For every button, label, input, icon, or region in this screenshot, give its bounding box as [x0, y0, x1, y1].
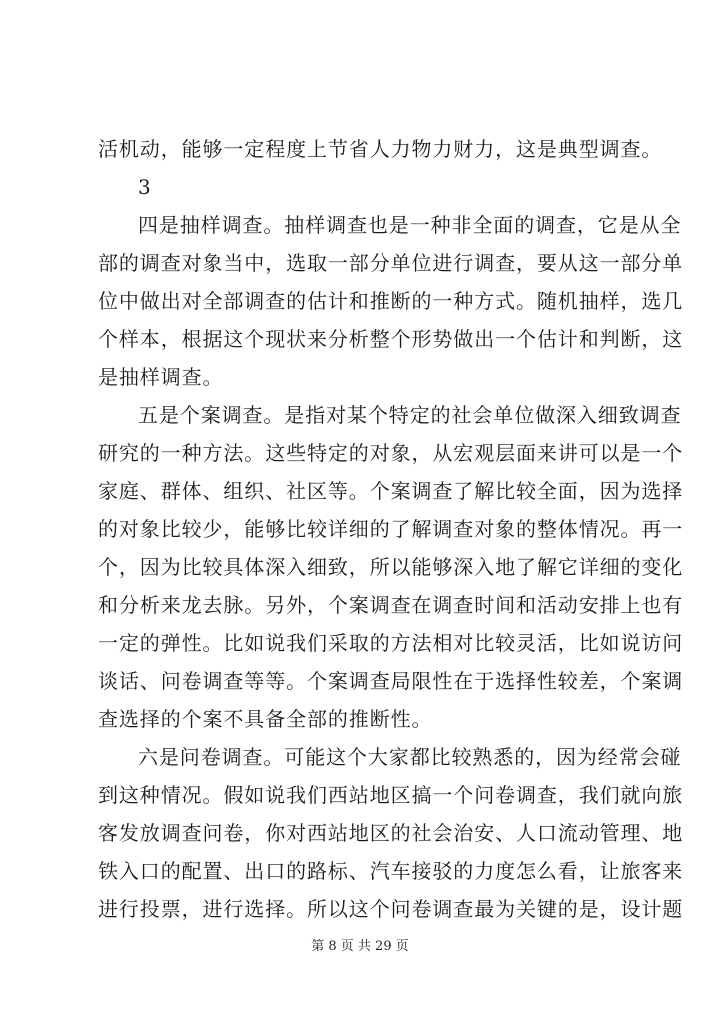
text-line: 谈话、问卷调查等等。个案调查局限性在于选择性较差，个案调	[98, 669, 684, 693]
text-line: 和分析来龙去脉。另外，个案调查在调查时间和活动安排上也有	[98, 593, 684, 617]
text-line: 铁入口的配置、出口的路标、汽车接驳的力度怎么看，让旅客来	[98, 859, 684, 883]
text-line: 活机动，能够一定程度上节省人力物力财力，这是典型调查。	[98, 137, 663, 161]
text-line: 客发放调查问卷，你对西站地区的社会治安、人口流动管理、地	[98, 821, 684, 845]
text-line: 部的调查对象当中，选取一部分单位进行调查，要从这一部分单	[98, 251, 684, 275]
text-line: 研究的一种方法。这些特定的对象，从宏观层面来讲可以是一个	[98, 441, 684, 465]
text-line: 五是个案调查。是指对某个特定的社会单位做深入细致调查	[138, 403, 682, 427]
text-line: 的对象比较少，能够比较详细的了解调查对象的整体情况。再一	[98, 517, 684, 541]
text-line: 一定的弹性。比如说我们采取的方法相对比较灵活，比如说访问	[98, 631, 684, 655]
text-line: 六是问卷调查。可能这个大家都比较熟悉的，因为经常会碰	[138, 745, 682, 769]
text-line: 个样本，根据这个现状来分析整个形势做出一个估计和判断，这	[98, 327, 684, 351]
text-line: 查选择的个案不具备全部的推断性。	[98, 707, 433, 731]
text-line: 四是抽样调查。抽样调查也是一种非全面的调查，它是从全	[138, 213, 682, 237]
text-line: 到这种情况。假如说我们西站地区搞一个问卷调查，我们就向旅	[98, 783, 684, 807]
page-number-footer: 第 8 页 共 29 页	[311, 939, 409, 954]
text-line: 3	[138, 175, 152, 199]
text-line: 个，因为比较具体深入细致，所以能够深入地了解它详细的变化	[98, 555, 684, 579]
text-line: 进行投票，进行选择。所以这个问卷调查最为关键的是，设计题	[98, 897, 684, 921]
text-line: 家庭、群体、组织、社区等。个案调查了解比较全面，因为选择	[98, 479, 684, 503]
text-line: 位中做出对全部调查的估计和推断的一种方式。随机抽样，选几	[98, 289, 684, 313]
text-line: 是抽样调查。	[98, 365, 224, 389]
